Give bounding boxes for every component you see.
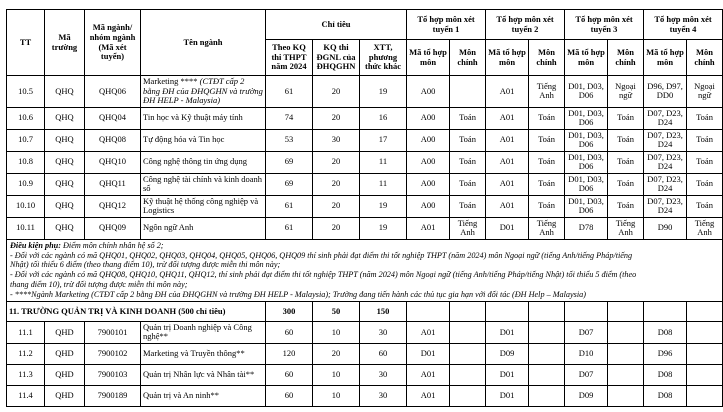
section-11-thpt: 300 — [266, 301, 313, 321]
major-name: Quản trị Nhân lực và Nhân tài** — [143, 369, 255, 380]
combo-4-code-cell: D07, D23, D24 — [644, 195, 687, 217]
school-code-cell: QHQ — [45, 107, 85, 129]
combo-4-main-cell: Toán — [687, 129, 723, 151]
table-body-part-b — [7, 321, 723, 406]
combo-1-main-cell: Toán — [450, 195, 486, 217]
combo-4-code-cell: D08 — [644, 385, 687, 406]
table-row — [7, 76, 723, 108]
combo-2-main-cell — [529, 364, 565, 385]
header-mon-chinh-1: Môn chính — [450, 40, 486, 76]
combo-4-code-cell: D07, D23, D24 — [644, 151, 687, 173]
school-code-cell: QHQ — [45, 217, 85, 239]
combo-1-code-cell: A01 — [407, 364, 450, 385]
note-line-5: thang điểm 10), trừ đối tượng được miễn thi môn này; — [10, 280, 188, 290]
quota-xtt-cell: 11 — [360, 173, 407, 195]
tt-cell: 10.9 — [7, 173, 45, 195]
combo-2-code-cell: D01 — [486, 385, 529, 406]
school-code-cell: QHQ — [45, 129, 85, 151]
major-name: Marketing và Truyền thông** — [143, 348, 245, 359]
major-name-cell — [141, 151, 266, 173]
combo-4-code-cell: D07, D23, D24 — [644, 129, 687, 151]
tt-cell: 10.10 — [7, 195, 45, 217]
combo-1-main-cell: Toán — [450, 151, 486, 173]
admissions-table-container — [6, 9, 715, 407]
combo-2-main-cell: Toán — [529, 195, 565, 217]
combo-3-code-cell: D01, D03, D06 — [565, 173, 608, 195]
quota-thpt-cell: 61 — [266, 195, 313, 217]
combo-3-main-cell — [608, 364, 644, 385]
combo-1-main-cell — [450, 364, 486, 385]
quota-xtt-cell: 16 — [360, 107, 407, 129]
combo-3-main-cell — [608, 385, 644, 406]
quota-thpt-cell: 53 — [266, 129, 313, 151]
combo-4-main-cell — [687, 343, 723, 364]
combo-4-code-cell: D07, D23, D24 — [644, 107, 687, 129]
quota-thpt-cell: 120 — [266, 343, 313, 364]
combo-2-code-cell: A01 — [486, 76, 529, 108]
combo-4-main-cell: Toán — [687, 151, 723, 173]
section-11-empty — [407, 301, 450, 321]
table-row — [7, 364, 723, 385]
tt-cell: 10.7 — [7, 129, 45, 151]
combo-3-code-cell: D78 — [565, 217, 608, 239]
header-ma-to-hop-2: Mã tổ hợp môn — [486, 40, 529, 76]
combo-1-main-cell — [450, 385, 486, 406]
section-11-empty — [608, 301, 644, 321]
major-code-cell: QHQ09 — [85, 217, 141, 239]
quota-xtt-cell: 17 — [360, 129, 407, 151]
table-row — [7, 107, 723, 129]
quota-xtt-cell: 19 — [360, 76, 407, 108]
major-name: Công nghệ thông tin ứng dụng — [143, 156, 248, 167]
note-label: Điều kiện phụ: — [10, 240, 61, 250]
notes-cell — [7, 239, 723, 301]
quota-dgnl-cell: 10 — [313, 364, 360, 385]
combo-2-code-cell: A01 — [486, 129, 529, 151]
major-name: Tự động hóa và Tin học — [143, 134, 225, 145]
major-name-cell — [141, 195, 266, 217]
table-row — [7, 173, 723, 195]
combo-3-code-cell: D07 — [565, 364, 608, 385]
header-ma-to-hop-4: Mã tổ hợp môn — [644, 40, 687, 76]
combo-2-code-cell: A01 — [486, 173, 529, 195]
combo-3-code-cell: D01, D03, D06 — [565, 76, 608, 108]
combo-4-main-cell — [687, 321, 723, 343]
tt-cell: 11.4 — [7, 385, 45, 406]
admissions-table — [6, 9, 723, 407]
combo-2-main-cell: Tiếng Anh — [529, 217, 565, 239]
combo-1-code-cell: A01 — [407, 385, 450, 406]
quota-thpt-cell: 60 — [266, 385, 313, 406]
combo-3-code-cell: D01, D03, D06 — [565, 129, 608, 151]
tt-cell: 11.2 — [7, 343, 45, 364]
quota-thpt-cell: 60 — [266, 321, 313, 343]
header-ma-truong: Mã trường — [45, 10, 85, 76]
tt-cell: 10.6 — [7, 107, 45, 129]
combo-4-code-cell: D96 — [644, 343, 687, 364]
quota-dgnl-cell: 30 — [313, 129, 360, 151]
combo-4-main-cell — [687, 364, 723, 385]
table-row — [7, 195, 723, 217]
quota-dgnl-cell: 20 — [313, 173, 360, 195]
tt-cell: 10.11 — [7, 217, 45, 239]
section-11-dgnl: 50 — [313, 301, 360, 321]
quota-dgnl-cell: 10 — [313, 385, 360, 406]
combo-1-code-cell: D01 — [407, 343, 450, 364]
major-code-cell: 7900103 — [85, 364, 141, 385]
major-code-cell: QHQ12 — [85, 195, 141, 217]
header-ma-to-hop-1: Mã tổ hợp môn — [407, 40, 450, 76]
combo-2-main-cell — [529, 321, 565, 343]
major-name-cell — [141, 343, 266, 364]
tt-cell: 10.8 — [7, 151, 45, 173]
combo-1-code-cell: A00 — [407, 173, 450, 195]
header-chi-tieu-thpt: Theo KQ thi THPT năm 2024 — [266, 40, 313, 76]
notes-section — [7, 239, 723, 321]
section-11-empty — [687, 301, 723, 321]
major-code-cell: 7900102 — [85, 343, 141, 364]
note-line-3: Nhật) tối thiểu 6 điểm (theo thang điểm 10), trừ đối tượng được miễn thi môn này; — [10, 260, 281, 270]
major-name-cell — [141, 129, 266, 151]
quota-dgnl-cell: 10 — [313, 321, 360, 343]
combo-2-code-cell: D09 — [486, 343, 529, 364]
major-name-cell — [141, 364, 266, 385]
quota-xtt-cell: 11 — [360, 151, 407, 173]
combo-1-code-cell: A00 — [407, 129, 450, 151]
section-11-empty — [529, 301, 565, 321]
header-to-hop-3: Tổ hợp môn xét tuyển 3 — [565, 10, 644, 40]
school-code-cell: QHQ — [45, 173, 85, 195]
school-code-cell: QHD — [45, 385, 85, 406]
combo-3-main-cell: Ngoại ngữ — [608, 76, 644, 108]
section-11-empty — [486, 301, 529, 321]
combo-3-code-cell: D07 — [565, 321, 608, 343]
combo-4-code-cell: D08 — [644, 321, 687, 343]
major-code-cell: QHQ04 — [85, 107, 141, 129]
combo-1-code-cell: A00 — [407, 76, 450, 108]
school-code-cell: QHQ — [45, 195, 85, 217]
major-name-cell — [141, 107, 266, 129]
quota-dgnl-cell: 20 — [313, 107, 360, 129]
section-11-xtt: 150 — [360, 301, 407, 321]
combo-2-main-cell: Tiếng Anh — [529, 76, 565, 108]
major-name-cell — [141, 321, 266, 343]
note-line-1-text: Điểm môn chính nhân hệ số 2; — [60, 240, 164, 250]
header-tt: TT — [7, 10, 45, 76]
combo-3-code-cell: D09 — [565, 385, 608, 406]
school-code-cell: QHQ — [45, 76, 85, 108]
major-name-cell — [141, 76, 266, 108]
major-code-cell: QHQ08 — [85, 129, 141, 151]
combo-3-main-cell — [608, 321, 644, 343]
table-row — [7, 217, 723, 239]
combo-1-code-cell: A01 — [407, 217, 450, 239]
combo-4-code-cell: D90 — [644, 217, 687, 239]
table-row — [7, 343, 723, 364]
header-ma-nganh: Mã ngành/ nhóm ngành (Mã xét tuyển) — [85, 10, 141, 76]
combo-3-main-cell: Toán — [608, 151, 644, 173]
school-code-cell: QHD — [45, 321, 85, 343]
combo-3-main-cell — [608, 343, 644, 364]
combo-3-code-cell: D01, D03, D06 — [565, 107, 608, 129]
major-name: Quản trị Doanh nghiệp và Công nghệ** — [143, 321, 252, 342]
school-code-cell: QHD — [45, 364, 85, 385]
major-code-cell: QHQ11 — [85, 173, 141, 195]
major-name: Marketing **** — [143, 76, 198, 86]
combo-1-main-cell — [450, 343, 486, 364]
major-code-cell: 7900189 — [85, 385, 141, 406]
note-line-4: - Đối với các ngành có mã QHQ08, QHQ10, QHQ11, QHQ12, thí sinh phải đạt điểm thi tốt nghiệp THPT (năm 2024) môn Ngoại ngữ (tiếng Anh/tiếng Pháp/tiếng Nhật) tối thiểu 5 điểm (theo — [10, 270, 637, 280]
combo-3-main-cell: Toán — [608, 107, 644, 129]
quota-dgnl-cell: 20 — [313, 343, 360, 364]
quota-dgnl-cell: 20 — [313, 151, 360, 173]
combo-3-main-cell: Toán — [608, 129, 644, 151]
major-name: Công nghệ tài chính và kinh doanh số — [143, 173, 262, 194]
quota-xtt-cell: 19 — [360, 195, 407, 217]
combo-3-main-cell: Toán — [608, 195, 644, 217]
combo-2-code-cell: A01 — [486, 107, 529, 129]
major-name: Tin học và Kỹ thuật máy tính — [143, 112, 243, 123]
combo-1-main-cell: Toán — [450, 173, 486, 195]
major-name: Ngôn ngữ Anh — [143, 222, 194, 233]
combo-1-main-cell: Tiếng Anh — [450, 217, 486, 239]
header-to-hop-2: Tổ hợp môn xét tuyển 2 — [486, 10, 565, 40]
combo-2-main-cell: Toán — [529, 129, 565, 151]
quota-thpt-cell: 60 — [266, 364, 313, 385]
combo-3-main-cell: Toán — [608, 173, 644, 195]
combo-4-main-cell: Toán — [687, 195, 723, 217]
quota-xtt-cell: 30 — [360, 385, 407, 406]
section-11-empty — [565, 301, 608, 321]
major-code-cell: QHQ06 — [85, 76, 141, 108]
quota-thpt-cell: 61 — [266, 217, 313, 239]
combo-4-main-cell: Toán — [687, 173, 723, 195]
major-name-note: (CTĐT cấp 2 bằng ĐH của ĐHQGHN và trường ĐH HELP - Malaysia) — [143, 76, 263, 106]
combo-2-code-cell: D01 — [486, 217, 529, 239]
combo-3-code-cell: D01, D03, D06 — [565, 151, 608, 173]
major-name-cell — [141, 217, 266, 239]
major-code-cell: 7900101 — [85, 321, 141, 343]
combo-1-main-cell — [450, 321, 486, 343]
quota-thpt-cell: 69 — [266, 151, 313, 173]
header-mon-chinh-2: Môn chính — [529, 40, 565, 76]
note-line-1 — [10, 241, 719, 251]
header-mon-chinh-4: Môn chính — [687, 40, 723, 76]
major-name-cell — [141, 173, 266, 195]
major-name: Kỹ thuật hệ thống công nghiệp và Logistics — [143, 195, 259, 216]
quota-thpt-cell: 69 — [266, 173, 313, 195]
quota-xtt-cell: 60 — [360, 343, 407, 364]
combo-2-main-cell: Toán — [529, 107, 565, 129]
combo-1-main-cell — [450, 76, 486, 108]
combo-2-main-cell: Toán — [529, 173, 565, 195]
quota-thpt-cell: 74 — [266, 107, 313, 129]
quota-xtt-cell: 30 — [360, 364, 407, 385]
tt-cell: 10.5 — [7, 76, 45, 108]
table-row — [7, 385, 723, 406]
section-11-empty — [450, 301, 486, 321]
combo-4-main-cell — [687, 385, 723, 406]
school-code-cell: QHQ — [45, 151, 85, 173]
header-chi-tieu-xtt: XTT, phương thức khác — [360, 40, 407, 76]
combo-4-main-cell: Toán — [687, 107, 723, 129]
header-ma-to-hop-3: Mã tổ hợp môn — [565, 40, 608, 76]
combo-2-main-cell: Toán — [529, 151, 565, 173]
header-ten-nganh: Tên ngành — [141, 10, 266, 76]
combo-2-code-cell: D01 — [486, 321, 529, 343]
combo-1-main-cell: Toán — [450, 129, 486, 151]
combo-2-code-cell: A01 — [486, 151, 529, 173]
table-header — [7, 10, 723, 76]
note-line-2: - Đối với các ngành có mã QHQ01, QHQ02, QHQ03, QHQ04, QHQ05, QHQ06, QHQ09 thí sinh phải đạt điểm thi tốt nghiệp THPT (năm 2024) môn Ngoại ngữ (tiếng Anh/tiếng Pháp/tiếng — [10, 250, 633, 260]
school-code-cell: QHD — [45, 343, 85, 364]
major-code-cell: QHQ10 — [85, 151, 141, 173]
table-row — [7, 129, 723, 151]
note-line-6: - ****Ngành Marketing (CTĐT cấp 2 bằng ĐH của ĐHQGHN và trường ĐH HELP - Malaysia); Trường đang tiến hành các thủ tục gia hạn với đối tác (ĐH Help – Malaysia) — [10, 289, 586, 299]
tt-cell: 11.3 — [7, 364, 45, 385]
quota-dgnl-cell: 20 — [313, 195, 360, 217]
table-row — [7, 321, 723, 343]
combo-1-code-cell: A00 — [407, 195, 450, 217]
section-11-empty — [644, 301, 687, 321]
combo-3-main-cell: Tiếng Anh — [608, 217, 644, 239]
combo-1-main-cell: Toán — [450, 107, 486, 129]
major-name-cell — [141, 385, 266, 406]
combo-4-main-cell: Tiếng Anh — [687, 217, 723, 239]
combo-4-code-cell: D96, D97, DD0 — [644, 76, 687, 108]
quota-xtt-cell: 30 — [360, 321, 407, 343]
combo-1-code-cell: A01 — [407, 321, 450, 343]
major-name: Quản trị và An ninh** — [143, 390, 220, 401]
header-mon-chinh-3: Môn chính — [608, 40, 644, 76]
combo-1-code-cell: A00 — [407, 107, 450, 129]
combo-2-code-cell: D01 — [486, 364, 529, 385]
header-chi-tieu-dgnl: KQ thi ĐGNL của ĐHQGHN — [313, 40, 360, 76]
combo-3-code-cell: D10 — [565, 343, 608, 364]
combo-3-code-cell: D01, D03, D06 — [565, 195, 608, 217]
combo-2-main-cell — [529, 385, 565, 406]
combo-4-main-cell: Ngoại ngữ — [687, 76, 723, 108]
combo-2-code-cell: A01 — [486, 195, 529, 217]
combo-2-main-cell — [529, 343, 565, 364]
tt-cell: 11.1 — [7, 321, 45, 343]
combo-4-code-cell: D08 — [644, 364, 687, 385]
section-11-title: 11. TRƯỜNG QUẢN TRỊ VÀ KINH DOANH (500 chỉ tiêu) — [7, 301, 266, 321]
header-to-hop-4: Tổ hợp môn xét tuyển 4 — [644, 10, 723, 40]
table-row — [7, 151, 723, 173]
quota-thpt-cell: 61 — [266, 76, 313, 108]
header-chi-tieu: Chỉ tiêu — [266, 10, 407, 40]
quota-dgnl-cell: 20 — [313, 76, 360, 108]
quota-dgnl-cell: 20 — [313, 217, 360, 239]
combo-4-code-cell: D07, D23, D24 — [644, 173, 687, 195]
quota-xtt-cell: 19 — [360, 217, 407, 239]
table-body-part-a — [7, 76, 723, 240]
header-to-hop-1: Tổ hợp môn xét tuyển 1 — [407, 10, 486, 40]
combo-1-code-cell: A00 — [407, 151, 450, 173]
